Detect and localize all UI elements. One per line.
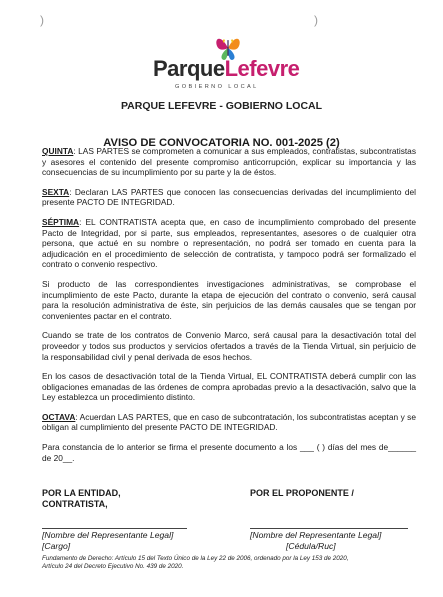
signature-proponent-heading: POR EL PROPONENTE / xyxy=(250,488,354,498)
scan-mark-left: ) xyxy=(40,13,44,27)
proponent-representative-name: [Nombre del Representante Legal] xyxy=(250,530,382,540)
proponent-representative-id: [Cédula/Ruc] xyxy=(286,540,336,551)
document-body xyxy=(42,146,416,472)
document-title: AVISO DE CONVOCATORIA NO. 001-2025 (2) xyxy=(103,137,340,149)
clause-text: : LAS PARTES se comprometen a comunicar a sus empleados, contratistas, subcontratistas y asesores el contenido del presente compromiso anticorrupción, explicar su importancia y las consecuencias de su incumplimiento por su parte y la de éstos. xyxy=(42,146,416,178)
paragraph-tienda-virtual: En los casos de desactivación total de la Tienda Virtual, EL CONTRATISTA deberá cumplir con las obligaciones emanadas de las órdenes de compra aprobadas previo a la desactivación, salvo que la Ley establezca un procedimiento distinto. xyxy=(42,371,416,403)
parque-lefevre-logo xyxy=(153,32,303,102)
clause-label: SEXTA xyxy=(42,186,70,197)
entity-heading-line-1: POR LA ENTIDAD, xyxy=(42,488,121,498)
logo-wordmark xyxy=(153,56,299,82)
legal-footnote xyxy=(42,555,422,571)
signature-entity-heading xyxy=(42,488,202,510)
entity-representative-name: [Nombre del Representante Legal] xyxy=(42,530,174,540)
signature-line-entity xyxy=(42,528,187,529)
clause-octava xyxy=(42,412,416,433)
logo-word-lefevre: Lefevre xyxy=(224,56,300,81)
logo-word-parque: Parque xyxy=(153,56,225,81)
scan-mark-right: ) xyxy=(314,13,318,27)
paragraph-constancia: Para constancia de lo anterior se firma el presente documento a los ___ ( ) días del mes de______ de 20__. xyxy=(42,442,416,463)
clause-quinta xyxy=(42,146,416,178)
entity-representative xyxy=(42,530,222,551)
entity-representative-role: [Cargo] xyxy=(42,540,71,551)
paragraph-convenio-marco: Cuando se trate de los contratos de Convenio Marco, será causal para la desactivación total del proveedor y todos sus productos y servicios ofertados a través de la Tienda Virtual, sin perjuicio de la responsabilidad civil y penal derivada de esos hechos. xyxy=(42,330,416,362)
clause-text: : Acuerdan LAS PARTES, que en caso de subcontratación, los subcontratistas aceptan y se obligan al cumplimiento del presente PACTO DE INTEGRIDAD. xyxy=(42,411,416,433)
clause-label: OCTAVA xyxy=(42,411,76,422)
organization-title: PARQUE LEFEVRE - GOBIERNO LOCAL xyxy=(120,100,323,112)
entity-heading-line-2: CONTRATISTA, xyxy=(42,499,108,509)
clause-septima xyxy=(42,217,416,270)
clause-sexta xyxy=(42,187,416,208)
footnote-line-1: Fundamento de Derecho: Artículo 15 del Texto Único de la Ley 22 de 2006, ordenado por la Ley 153 de 2020, xyxy=(42,555,349,562)
clause-text: : EL CONTRATISTA acepta que, en caso de incumplimiento comprobado del presente Pacto de Integridad, por si parte, sus empleados, representantes, asesores o de cualquier otra persona, que actué en su nombre o representación, no podrá ser tomado en cuenta para la adjudicación en el procedimiento de selección de contratista, y tampoco podrá ser formalizado el contrato o convenio respectivo. xyxy=(42,216,416,270)
footnote-line-2: Artículo 24 del Decreto Ejecutivo No. 439 de 2020. xyxy=(42,563,184,570)
clause-label: QUINTA xyxy=(42,146,74,156)
signature-line-proponent xyxy=(250,528,408,529)
clause-text: : Declaran LAS PARTES que conocen las consecuencias derivadas del incumplimiento del presente PACTO DE INTEGRIDAD. xyxy=(42,186,416,208)
logo-subtitle: GOBIERNO LOCAL xyxy=(175,84,259,90)
proponent-representative xyxy=(250,530,430,551)
clause-label: SÉPTIMA xyxy=(42,216,80,227)
paragraph-investigaciones: Si producto de las correspondientes investigaciones administrativas, se comprobase el incumplimiento de este Pacto, durante la etapa de ejecución del contrato o convenio, será causal para la resolución administrativa de éste, sin perjuicios de las demás causales que se tengan por convenientes pactar en el contrato. xyxy=(42,278,416,321)
